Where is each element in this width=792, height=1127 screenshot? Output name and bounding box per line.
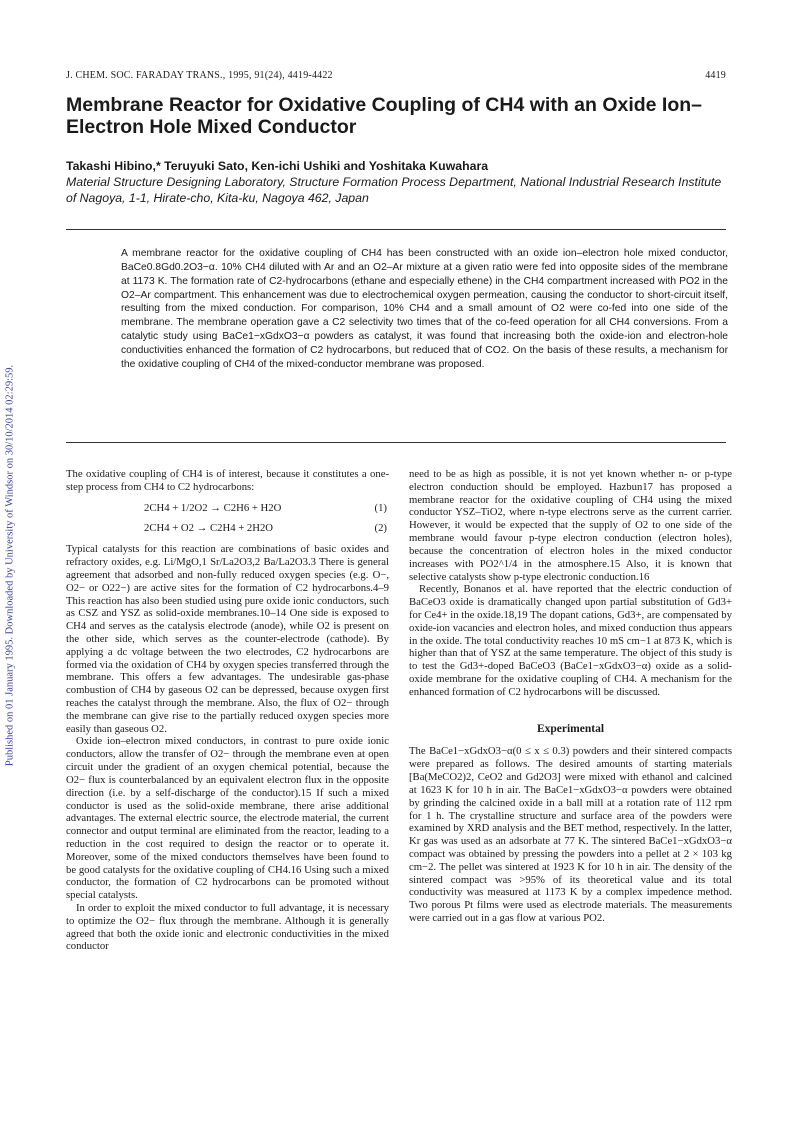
paragraph: Typical catalysts for this reaction are combinations of basic oxides and refractory oxides, e.g. Li/MgO,1 Sr/La2O3,2 Ba/La2O3.3 There is general agreement that adsorbed and non-fully reduced oxygen species (e.g. O−, O2− or O22−) are active sites for the formation of C2 hydrocarbons.4–9 This reaction has also been studied using pure oxide ionic conductors, such as CSZ and YSZ as solid-oxide membranes.10–14 One side is exposed to CH4 and serves as the catalysis electrode (anode), while O2 is present on the other side, which serves as the counter-electrode (cathode). By applying a dc voltage between the two electrodes, C2 hydrocarbons are formed via the oxidation of CH4 by oxygen species transferred through the membrane. This offers a few advantages. The undesirable gas-phase combustion of CH4 by gaseous O2 can be depressed, because oxygen first reaches the catalyst through the membrane. Also, the flux of O2− through the membrane can give rise to the partially reduced oxygen species more easily than gaseous O2. [66, 543, 389, 735]
page-number: 4419 [705, 70, 726, 81]
affiliation: Material Structure Designing Laboratory, Structure Formation Process Department, National Industrial Research Institute of Nagoya, 1-1, Hirate-cho, Kita-ku, Nagoya 462, Japan [66, 175, 722, 205]
equation-1-number: (1) [374, 501, 387, 514]
top-rule [66, 229, 726, 230]
section-heading: Experimental [536, 722, 605, 735]
paragraph: Oxide ion–electron mixed conductors, in contrast to pure oxide ionic conductors, allow the transfer of O2− through the membrane even at open circuit under the gradient of an oxygen chemical potential, because the O2− flux is counterbalanced by an equivalent electron flux in the opposite direction (i.e. by a self-discharge of the conductor).15 If such a mixed conductor is used as the solid-oxide membrane, there arise additional advantages. The external electric source, the electrode material, the current connector and output terminal are eliminated from the reactor, leading to a reduction in the cost required to design the reactor or to operate it. Moreover, some of the mixed conductors themselves have been found to be good catalysts for the oxidative coupling of CH4.16 Using such a mixed conductor, the formation of C2 hydrocarbons can be promoted without special catalysts. [66, 735, 389, 902]
equation-2 [66, 522, 389, 535]
bottom-rule [66, 442, 726, 443]
paragraph: In order to exploit the mixed conductor to full advantage, it is necessary to optimize the O2− flux through the membrane. Although it is generally agreed that both the oxide ionic and electronic conductivities in the mixed conductor [66, 902, 389, 953]
intro-paragraph: The oxidative coupling of CH4 is of interest, because it constitutes a one-step process from CH4 to C2 hydrocarbons: [66, 468, 389, 493]
paragraph: need to be as high as possible, it is not yet known whether n- or p-type electron conduction should be employed. Hazbun17 has proposed a membrane reactor for the oxidative coupling of CH4 using the mixed conductor YSZ–TiO2, where n-type electrons serve as the current carrier. However, it would be expected that the supply of O2 to one side of the membrane would favour p-type electron conduction (electron holes), because the concentration of electron holes in the mixed conductor increases with PO2^1/4 in the atmosphere.15 Also, it is known that selective catalysts show p-type electronic conduction.16 [409, 468, 732, 583]
running-header [66, 70, 726, 81]
journal-citation: J. CHEM. SOC. FARADAY TRANS., 1995, 91(24), 4419-4422 [66, 70, 333, 81]
download-notice: Published on 01 January 1995. Downloaded by University of Windsor on 30/10/2014 02:29:59. [4, 364, 16, 767]
equation-1-text: 2CH4 + 1/2O2 → C2H6 + H2O [144, 501, 282, 514]
equation-2-number: (2) [374, 522, 387, 535]
abstract: A membrane reactor for the oxidative coupling of CH4 has been constructed with an oxide ion–electron hole mixed conductor, BaCe0.8Gd0.2O3−α. 10% CH4 diluted with Ar and an O2–Ar mixture at a given ratio were fed into opposite sides of the membrane at 1173 K. The formation rate of C2-hydrocarbons (ethane and especially ethene) in the CH4 compartment increased with PO2 in the O2–Ar compartment. This enhancement was due to electrochemical oxygen permeation, causing the conductor to short-circuit itself, resulting from the mixed conduction. For comparison, 10% CH4 and a small amount of O2 were co-fed into one side of the membrane. The membrane operation gave a C2 selectivity two times that of the co-feed operation for all CH4 conversions. From a catalytic study using BaCe1−xGdxO3−α powders as catalyst, it was found that increasing both the oxide-ion and electron-hole conductivities enhanced the formation of C2 hydrocarbons, but reduced that of CO2. On the basis of these results, a mechanism for the oxidative coupling of CH4 of the mixed-conductor membrane was proposed. [121, 248, 728, 370]
paragraph: The BaCe1−xGdxO3−α(0 ≤ x ≤ 0.3) powders and their sintered compacts were prepared as follows. The desired amounts of starting materials [Ba(MeCO2)2, CeO2 and Gd2O3] were mixed with ethanol and calcined at 1623 K for 10 h in air. The BaCe1−xGdxO3−α powders were obtained by grinding the calcined oxide in a ball mill at a rotation rate of 112 rpm for 1 h. The crystalline structure and surface area of the powders were examined by XRD analysis and the BET method, respectively. In the latter, Kr gas was used as an adsorbate at 77 K. The sintered BaCe1−xGdxO3−α compact was obtained by pressing the powders into a pellet at 2 × 103 kg cm−2. The pellet was sintered at 1923 K for 10 h in air. The density of the sintered compact was >95% of its theoretical value and its total conductivity was measured at 1173 K by a complex impedence method. Two porous Pt films were used as electrode materials. The measurements were carried out in a gas flow at various PO2. [409, 745, 732, 924]
paragraph: Recently, Bonanos et al. have reported that the electric conduction of BaCeO3 oxide is dramatically changed upon partial substitution of Gd3+ for Ce4+ in the oxide.18,19 The dopant cations, Gd3+, are compensated by oxide-ion vacancies and electron holes, and mixed conduction thus appears in the oxide. The total conductivity reaches 10 mS cm−1 at 873 K, which is higher than that of YSZ at the same temperature. The object of this study is to test the Gd3+-doped BaCeO3 (BaCe1−xGdxO3−α) oxide as a solid-oxide membrane for the oxidative coupling of CH4. A mechanism for the enhanced formation of C2 hydrocarbons will be discussed. [409, 583, 732, 698]
right-column [409, 468, 732, 925]
equation-2-text: 2CH4 + O2 → C2H4 + 2H2O [144, 522, 274, 535]
left-column [66, 468, 389, 953]
article-title: Membrane Reactor for Oxidative Coupling of CH4 with an Oxide Ion–Electron Hole Mixed Conductor [66, 94, 703, 138]
author-list: Takashi Hibino,* Teruyuki Sato, Ken-ichi Ushiki and Yoshitaka Kuwahara [66, 159, 489, 173]
equation-1 [66, 502, 389, 515]
